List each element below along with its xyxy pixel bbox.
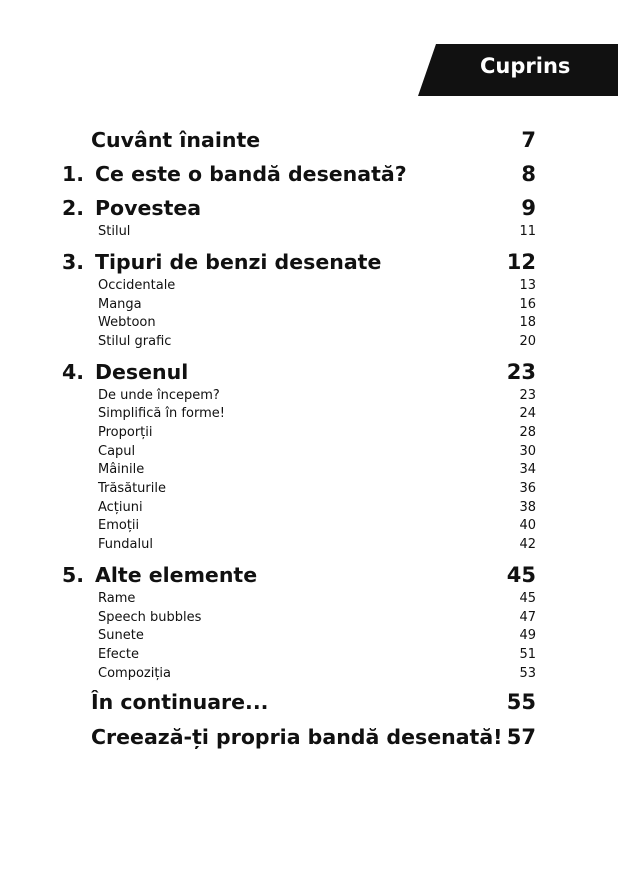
toc-subsection-row xyxy=(0,627,618,645)
toc-chapter-number: 3. xyxy=(62,250,85,274)
toc-chapter-row xyxy=(0,724,618,750)
toc-subsection-title: Speech bubbles xyxy=(98,610,202,625)
toc-page-number: 18 xyxy=(519,315,536,330)
toc-page-number: 47 xyxy=(519,610,536,625)
toc-chapter-row xyxy=(0,562,618,588)
toc-subsection-row xyxy=(0,223,618,241)
toc-subsection-row xyxy=(0,480,618,498)
toc-page-number: 9 xyxy=(521,196,536,220)
toc-subsection-row xyxy=(0,536,618,554)
toc-page-number: 23 xyxy=(506,360,536,384)
toc-subsection-title: Efecte xyxy=(98,647,140,662)
toc-subsection-title: Stilul grafic xyxy=(98,334,172,349)
toc-subsection-title: Emoții xyxy=(98,518,140,533)
toc-subsection-title: Compoziția xyxy=(98,666,172,681)
toc-chapter-title: Cuvânt înainte xyxy=(91,128,261,152)
toc-subsection-row xyxy=(0,387,618,405)
toc-subsection-row xyxy=(0,461,618,479)
toc-subsection-title: Trăsăturile xyxy=(98,481,166,496)
toc-chapter-title: Creează-ți propria bandă desenată! xyxy=(91,725,503,749)
toc-page-number: 11 xyxy=(519,224,536,239)
toc-page-number: 20 xyxy=(519,334,536,349)
toc-subsection-title: Stilul xyxy=(98,224,131,239)
toc-page-number: 51 xyxy=(519,647,536,662)
toc-subsection-row xyxy=(0,333,618,351)
toc-subsection-row xyxy=(0,424,618,442)
toc-page-number: 24 xyxy=(519,406,536,421)
toc-subsection-row xyxy=(0,443,618,461)
toc-subsection-row xyxy=(0,609,618,627)
toc-chapter-row xyxy=(0,249,618,275)
toc-subsection-row xyxy=(0,314,618,332)
toc-page-number: 23 xyxy=(519,388,536,403)
toc-subsection-row xyxy=(0,646,618,664)
toc-subsection-title: Webtoon xyxy=(98,315,156,330)
toc-page-number: 7 xyxy=(521,128,536,152)
toc-subsection-row xyxy=(0,296,618,314)
toc-subsection-row xyxy=(0,665,618,683)
toc-page-number: 45 xyxy=(506,563,536,587)
toc-subsection-row xyxy=(0,517,618,535)
toc-chapter-title: Povestea xyxy=(95,196,202,220)
toc-page-number: 57 xyxy=(506,725,536,749)
toc-page-number: 30 xyxy=(519,444,536,459)
toc-subsection-title: Occidentale xyxy=(98,278,176,293)
toc-page-number: 40 xyxy=(519,518,536,533)
toc-page-number: 38 xyxy=(519,500,536,515)
toc-subsection-title: Simplifică în forme! xyxy=(98,406,225,421)
toc-chapter-row xyxy=(0,161,618,187)
toc-chapter-title: În continuare... xyxy=(91,690,269,714)
toc-subsection-title: Proporții xyxy=(98,425,153,440)
toc-page-number: 45 xyxy=(519,591,536,606)
toc-chapter-row xyxy=(0,359,618,385)
toc-chapter-title: Desenul xyxy=(95,360,189,384)
toc-chapter-row xyxy=(0,127,618,153)
toc-chapter-number: 5. xyxy=(62,563,85,587)
toc-subsection-row xyxy=(0,405,618,423)
toc-chapter-row xyxy=(0,689,618,715)
toc-subsection-title: Capul xyxy=(98,444,136,459)
toc-subsection-row xyxy=(0,499,618,517)
toc-page-number: 13 xyxy=(519,278,536,293)
toc-page-number: 49 xyxy=(519,628,536,643)
toc-page-number: 55 xyxy=(506,690,536,714)
toc-subsection-title: Fundalul xyxy=(98,537,153,552)
toc-subsection-title: Sunete xyxy=(98,628,144,643)
toc-page-number: 34 xyxy=(519,462,536,477)
toc-chapter-number: 2. xyxy=(62,196,85,220)
toc-chapter-title: Alte elemente xyxy=(95,563,258,587)
toc-chapter-number: 4. xyxy=(62,360,85,384)
toc-page-number: 8 xyxy=(521,162,536,186)
toc-chapter-row xyxy=(0,195,618,221)
toc-page-number: 12 xyxy=(506,250,536,274)
toc-chapter-title: Tipuri de benzi desenate xyxy=(95,250,382,274)
toc-page-number: 28 xyxy=(519,425,536,440)
banner-title: Cuprins xyxy=(480,54,571,78)
toc-chapter-title: Ce este o bandă desenată? xyxy=(95,162,407,186)
toc-subsection-row xyxy=(0,590,618,608)
toc-subsection-title: Mâinile xyxy=(98,462,145,477)
toc-subsection-title: Rame xyxy=(98,591,136,606)
toc-subsection-title: Acțiuni xyxy=(98,500,143,515)
toc-subsection-row xyxy=(0,277,618,295)
toc-page-number: 36 xyxy=(519,481,536,496)
toc-subsection-title: De unde începem? xyxy=(98,388,220,403)
toc-chapter-number: 1. xyxy=(62,162,85,186)
toc-page-number: 16 xyxy=(519,297,536,312)
toc-page-number: 42 xyxy=(519,537,536,552)
toc-page-number: 53 xyxy=(519,666,536,681)
toc-subsection-title: Manga xyxy=(98,297,142,312)
